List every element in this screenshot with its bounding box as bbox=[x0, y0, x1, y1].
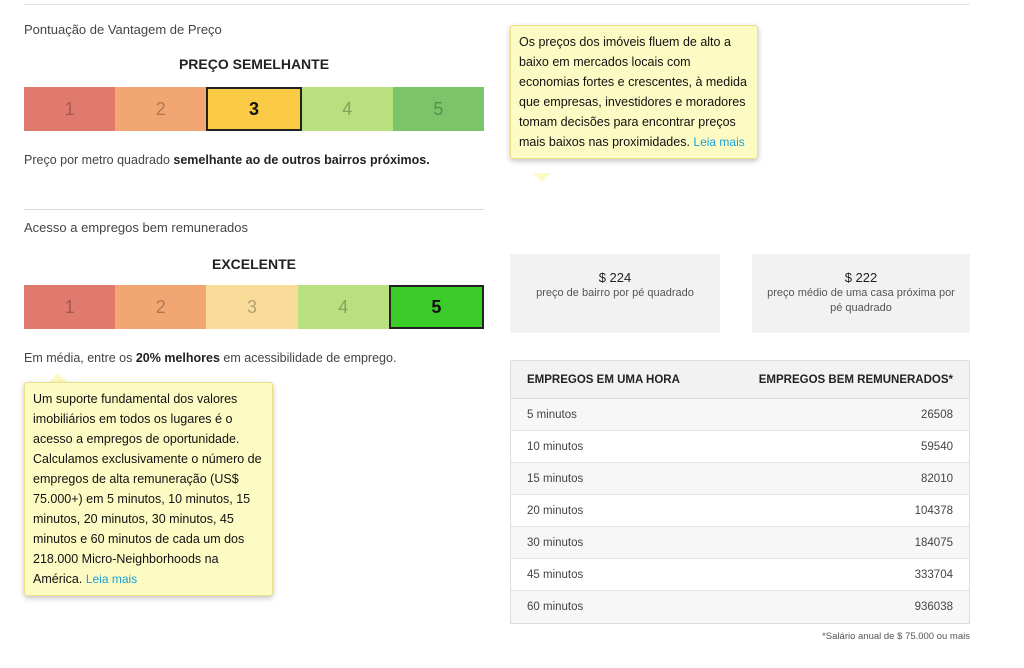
row-count: 333704 bbox=[914, 568, 953, 581]
price-score-title: PREÇO SEMELHANTE bbox=[178, 56, 330, 72]
price-score-2: 2 bbox=[115, 87, 206, 131]
price-score-4: 4 bbox=[302, 87, 393, 131]
price-tooltip-read-more-link[interactable]: Leia mais bbox=[693, 135, 745, 149]
jobs-tooltip-text: Um suporte fundamental dos valores imobiliários em todos os lugares é o acesso a empregos de oportunidade. Calculamos exclusivamente o número de empregos de alta remuneração (US$ 75.000+) em 5 minutos, 10 minutos, 15 minutos, 20 minutos, 30 minutos, 45 minutos e 60 minutos de cada um dos 218.000 Micro-Neighborhoods na América. bbox=[33, 392, 262, 586]
price-tooltip-text: Os preços dos imóveis fluem de alto a baixo em mercados locais com economias fortes e crescentes, à medida que empresas, investidores e moradores tomam decisões para encontrar preços mais baixos nas proximidades. bbox=[519, 35, 747, 149]
price-description-bold: semelhante ao de outros bairros próximos. bbox=[173, 153, 430, 167]
row-time: 5 minutos bbox=[527, 408, 577, 421]
jobs-score-4: 4 bbox=[298, 285, 389, 329]
price-score-5: 5 bbox=[393, 87, 484, 131]
jobs-description-bold: 20% melhores bbox=[135, 351, 220, 365]
row-time: 30 minutos bbox=[527, 536, 584, 549]
price-description-text: Preço por metro quadrado bbox=[24, 153, 174, 167]
nearby-price-value: $ 222 bbox=[844, 270, 878, 285]
jobs-score-title: EXCELENTE bbox=[211, 256, 296, 272]
jobs-description bbox=[24, 351, 396, 365]
jobs-section-label: Acesso a empregos bem remunerados bbox=[24, 220, 249, 235]
price-tooltip-arrow bbox=[533, 173, 551, 182]
top-divider bbox=[24, 4, 970, 5]
jobs-tooltip bbox=[24, 382, 273, 596]
jobs-description-pre: Em média, entre os bbox=[24, 351, 136, 365]
table-row bbox=[511, 495, 969, 527]
neighborhood-price-value: $ 224 bbox=[598, 270, 632, 285]
table-row bbox=[511, 463, 969, 495]
row-count: 82010 bbox=[921, 472, 953, 485]
jobs-score-2: 2 bbox=[115, 285, 206, 329]
section-divider bbox=[24, 209, 484, 210]
row-count: 104378 bbox=[914, 504, 953, 517]
jobs-score-3: 3 bbox=[206, 285, 297, 329]
row-time: 60 minutos bbox=[527, 601, 584, 613]
price-tooltip bbox=[510, 25, 758, 159]
table-row bbox=[511, 527, 969, 559]
nearby-price-box bbox=[752, 254, 970, 333]
row-count: 936038 bbox=[914, 601, 953, 613]
jobs-tooltip-arrow bbox=[49, 373, 67, 382]
jobs-score-1: 1 bbox=[24, 285, 115, 329]
price-score-1: 1 bbox=[24, 87, 115, 131]
jobs-table-col1-header: EMPREGOS EM UMA HORA bbox=[527, 373, 680, 386]
jobs-table-body bbox=[511, 399, 969, 623]
price-section-label: Pontuação de Vantagem de Preço bbox=[24, 22, 222, 37]
jobs-table-col2-header: EMPREGOS BEM REMUNERADOS* bbox=[758, 373, 953, 386]
table-row bbox=[511, 399, 969, 431]
price-description bbox=[24, 153, 430, 167]
jobs-score-5-selected: 5 bbox=[389, 285, 484, 329]
price-score-scale bbox=[24, 87, 484, 131]
table-row bbox=[511, 431, 969, 463]
neighborhood-price-box bbox=[510, 254, 720, 333]
row-count: 59540 bbox=[921, 440, 953, 453]
jobs-description-post: em acessibilidade de emprego. bbox=[219, 351, 397, 365]
row-time: 20 minutos bbox=[527, 504, 584, 517]
row-time: 10 minutos bbox=[527, 440, 584, 453]
salary-footnote: *Salário anual de $ 75.000 ou mais bbox=[822, 631, 970, 642]
row-time: 45 minutos bbox=[527, 568, 584, 581]
price-score-3-selected: 3 bbox=[206, 87, 301, 131]
neighborhood-price-label: preço de bairro por pé quadrado bbox=[536, 287, 694, 299]
row-count: 26508 bbox=[921, 408, 953, 421]
jobs-score-scale bbox=[24, 285, 484, 329]
nearby-price-label: preço médio de uma casa próxima por pé quadrado bbox=[767, 287, 955, 314]
row-time: 15 minutos bbox=[527, 472, 584, 485]
table-row bbox=[511, 559, 969, 591]
jobs-tooltip-read-more-link[interactable]: Leia mais bbox=[85, 572, 138, 586]
jobs-table bbox=[510, 360, 970, 624]
row-count: 184075 bbox=[914, 536, 953, 549]
table-row bbox=[511, 591, 969, 623]
jobs-table-header bbox=[511, 361, 969, 399]
